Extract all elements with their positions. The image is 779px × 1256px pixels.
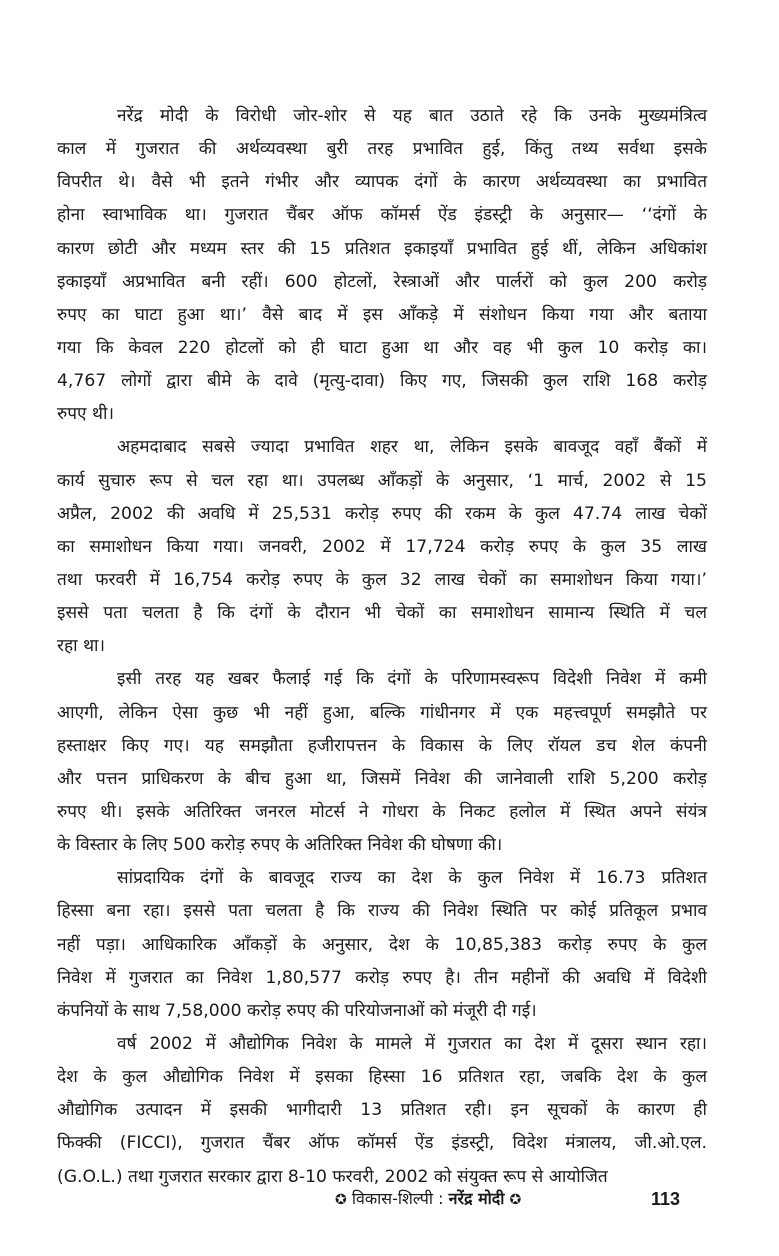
page-number: 113 (651, 1189, 681, 1209)
text-line: अहमदाबाद सबसे ज्यादा प्रभावित शहर था, लेकिन इसके बावजूद वहाँ बैंकों में (117, 437, 707, 458)
text-line: नहीं पड़ा। आधिकारिक आँकड़ों के अनुसार, देश के 10,85,383 करोड़ रुपए के कुल (57, 934, 707, 955)
text-line: 4,767 लोगों द्वारा बीमे के दावे (मृत्यु-दावा) किए गए, जिसकी कुल राशि 168 करोड़ (57, 371, 707, 392)
text-line: देश के कुल औद्योगिक निवेश में इसका हिस्सा 16 प्रतिशत रहा, जबकि देश के कुल (57, 1067, 707, 1088)
text-line: (G.O.L.) तथा गुजरात सरकार द्वारा 8-10 फरवरी, 2002 को संयुक्त रूप से आयोजित (57, 1166, 608, 1187)
text-line: इससे पता चलता है कि दंगों के दौरान भी चेकों का समाशोधन सामान्य स्थिति में चल (57, 603, 707, 624)
paragraph (57, 431, 707, 663)
text-line: रुपए थी। (57, 404, 114, 425)
text-line: निवेश में गुजरात का निवेश 1,80,577 करोड़ रुपए है। तीन महीनों की अवधि में विदेशी (57, 967, 707, 988)
text-line: कंपनियों के साथ 7,58,000 करोड़ रुपए की परियोजनाओं को मंजूरी दी गई। (57, 1000, 537, 1021)
text-line: तथा फरवरी में 16,754 करोड़ रुपए के कुल 32 लाख चेकों का समाशोधन किया गया।’ (57, 569, 707, 590)
text-line: औद्योगिक उत्पादन में इसकी भागीदारी 13 प्रतिशत रही। इन सूचकों के कारण ही (57, 1100, 707, 1121)
text-line: होना स्वाभाविक था। गुजरात चैंबर ऑफ कॉमर्स ऐंड इंडस्ट्री के अनुसार— ‘‘दंगों के (57, 205, 707, 226)
text-line: विपरीत थे। वैसे भी इतने गंभीर और व्यापक दंगों के कारण अर्थव्यवस्था का प्रभावित (57, 172, 707, 193)
paragraph (57, 1028, 707, 1194)
paragraph (57, 862, 707, 1028)
text-line: कार्य सुचारु रूप से चल रहा था। उपलब्ध आँकड़ों के अनुसार, ‘1 मार्च, 2002 से 15 (57, 470, 707, 491)
text-line: हिस्सा बना रहा। इससे पता चलता है कि राज्य की निवेश स्थिति पर कोई प्रतिकूल प्रभाव (57, 901, 707, 922)
page-footer (0, 1184, 779, 1214)
text-line: के विस्तार के लिए 500 करोड़ रुपए के अतिरिक्त निवेश की घोषणा की। (57, 835, 503, 856)
text-line: फिक्की (FICCI), गुजरात चैंबर ऑफ कॉमर्स ऐंड इंडस्ट्री, विदेश मंत्रालय, जी.ओ.एल. (57, 1133, 707, 1154)
text-line: हस्ताक्षर किए गए। यह समझौता हजीरापत्तन के विकास के लिए रॉयल डच शेल कंपनी (57, 735, 707, 756)
text-line: काल में गुजरात की अर्थव्यवस्था बुरी तरह प्रभावित हुई, किंतु तथ्य सर्वथा इसके (57, 139, 707, 160)
text-line: अप्रैल, 2002 की अवधि में 25,531 करोड़ रुपए की रकम के कुल 47.74 लाख चेकों (57, 503, 707, 524)
text-line: वर्ष 2002 में औद्योगिक निवेश के मामले में गुजरात का देश में दूसरा स्थान रहा। (117, 1033, 707, 1054)
text-line: सांप्रदायिक दंगों के बावजूद राज्य का देश के कुल निवेश में 16.73 प्रतिशत (117, 868, 707, 889)
text-line: गया कि केवल 220 होटलों को ही घाटा हुआ था और वह भी कुल 10 करोड़ का। (57, 337, 707, 358)
text-line: रुपए थी। इसके अतिरिक्त जनरल मोटर्स ने गोधरा के निकट हलोल में स्थित अपने संयंत्र (57, 801, 707, 822)
text-line: आएगी, लेकिन ऐसा कुछ भी नहीं हुआ, बल्कि गांधीनगर में एक महत्त्वपूर्ण समझौते पर (57, 702, 707, 723)
text-line: इकाइयाँ अप्रभावित बनी रहीं। 600 होटलों, रेस्त्राओं और पार्लरों को कुल 200 करोड़ (57, 271, 707, 292)
paragraph (57, 100, 707, 431)
flower-ornament-icon: ✪ (509, 1192, 522, 1208)
author-name: नरेंद्र मोदी (448, 1189, 505, 1208)
text-line: का समाशोधन किया गया। जनवरी, 2002 में 17,724 करोड़ रुपए के कुल 35 लाख (57, 536, 707, 557)
book-title: विकास-शिल्पी : (351, 1189, 444, 1208)
text-line: रुपए का घाटा हुआ था।’ वैसे बाद में इस आँकड़े में संशोधन किया गया और बताया (57, 304, 707, 325)
text-line: कारण छोटी और मध्यम स्तर की 15 प्रतिशत इकाइयाँ प्रभावित हुई थीं, लेकिन अधिकांश (57, 238, 707, 259)
body-text (57, 100, 707, 1194)
text-line: और पत्तन प्राधिकरण के बीच हुआ था, जिसमें निवेश की जानेवाली राशि 5,200 करोड़ (57, 768, 707, 789)
paragraph (57, 663, 707, 862)
flower-ornament-icon: ✪ (335, 1192, 347, 1208)
text-line: इसी तरह यह खबर फैलाई गई कि दंगों के परिणामस्वरूप विदेशी निवेश में कमी (117, 669, 707, 690)
running-footer-title (335, 1184, 521, 1215)
text-line: नरेंद्र मोदी के विरोधी जोर-शोर से यह बात उठाते रहे कि उनके मुख्यमंत्रित्व (117, 106, 707, 126)
text-line: रहा था। (57, 636, 106, 657)
